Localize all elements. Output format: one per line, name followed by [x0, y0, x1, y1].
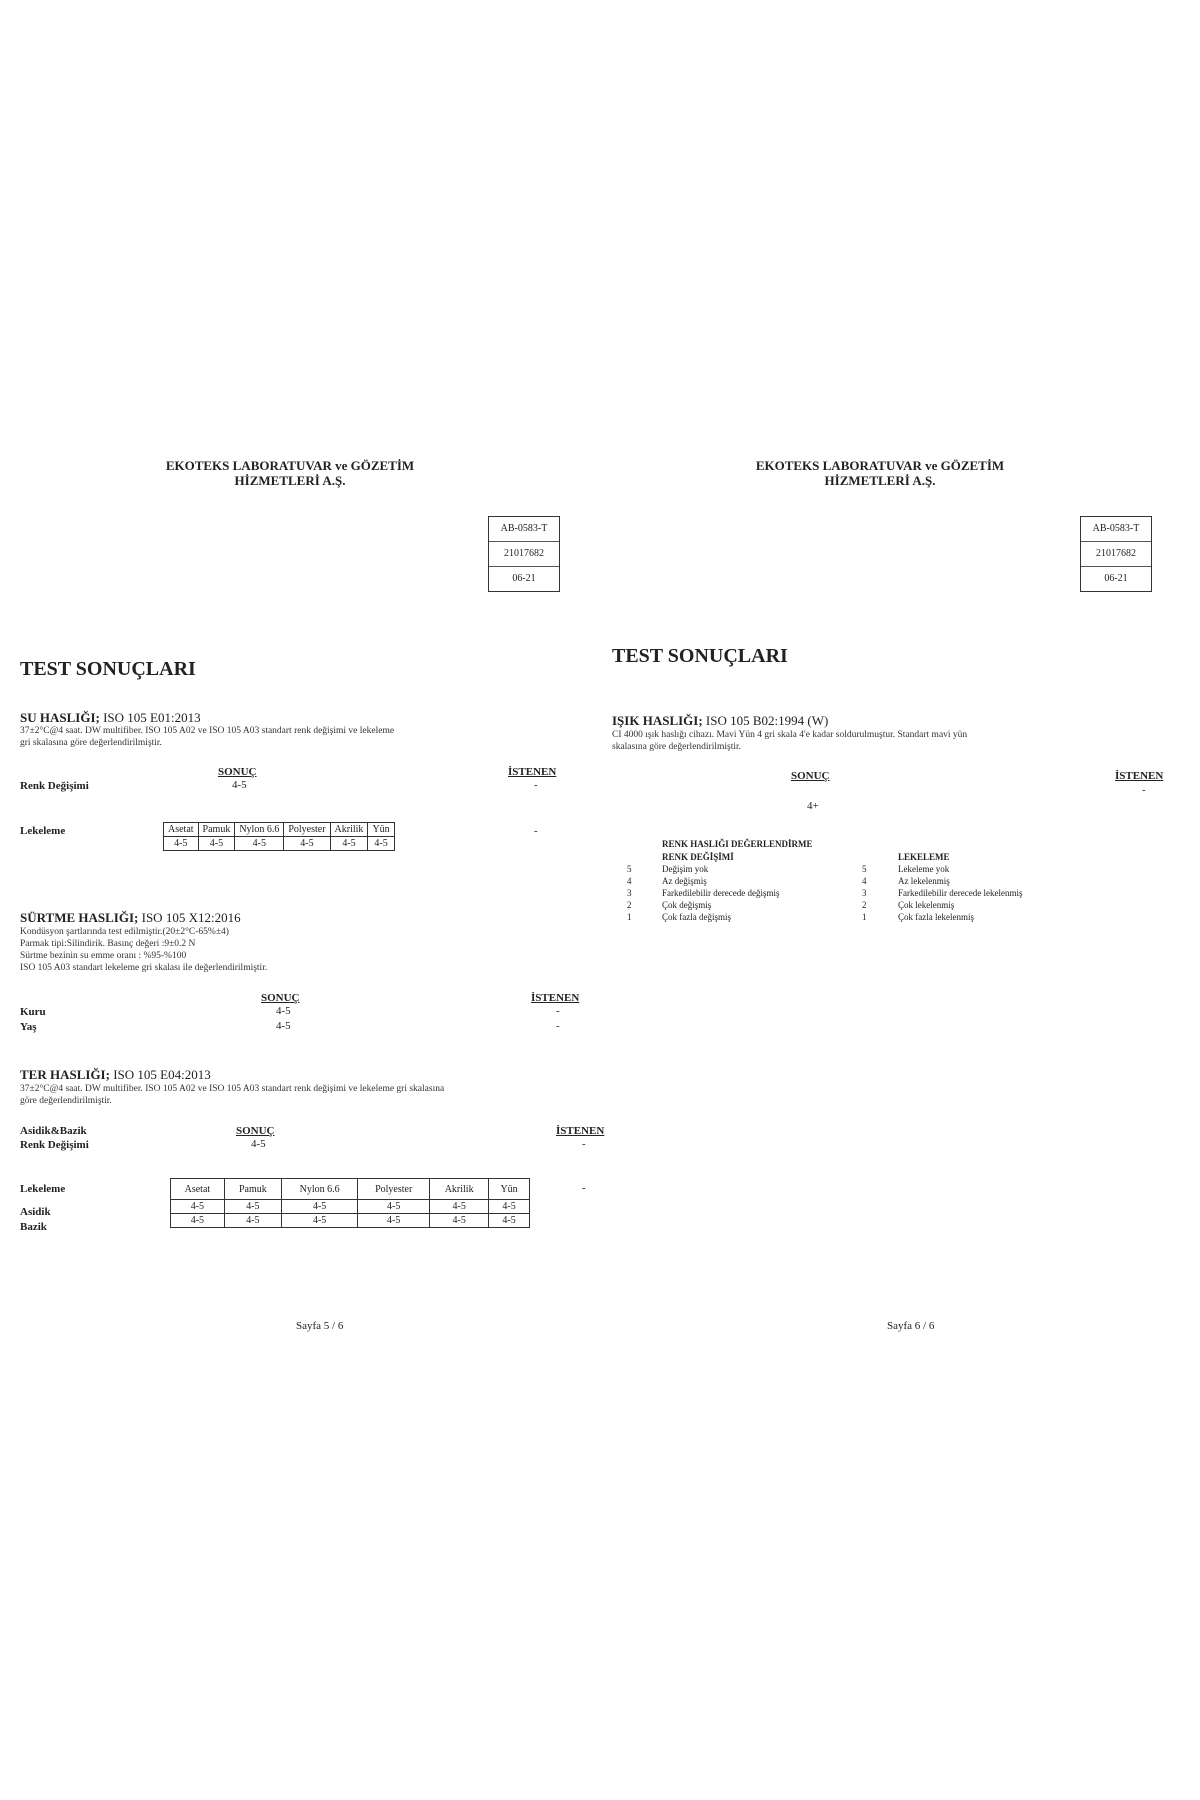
company-name-line2: HİZMETLERİ A.Ş.: [234, 473, 346, 488]
asidik-bazik-label: Asidik&Bazik: [20, 1125, 87, 1137]
list-item: [627, 875, 847, 887]
report-number: 21017682: [489, 542, 559, 567]
report-date: 06-21: [512, 573, 536, 584]
su-renk-degisimi-label: Renk Değişimi: [20, 780, 89, 792]
bazik-value: 4-5: [282, 1214, 358, 1228]
isik-title-standard: ISO 105 B02:1994 (W): [705, 713, 829, 728]
su-title-bold: SU HASLIĞI;: [20, 710, 100, 725]
surtme-desc-line: Parmak tipi:Silindirik. Basınç değeri :9±0.2 N: [20, 939, 196, 949]
table-row: [164, 823, 395, 837]
scale-text: Az lekelenmiş: [898, 876, 950, 886]
ter-section-title: [20, 1067, 211, 1083]
table-row: [171, 1214, 530, 1228]
fiber-header: Nylon 6.6: [235, 823, 284, 837]
su-lekeleme-istenen: -: [534, 825, 538, 837]
asidik-value: 4-5: [358, 1200, 430, 1214]
surtme-description: [20, 926, 580, 974]
list-item: [862, 911, 1102, 923]
fiber-header: Asetat: [164, 823, 199, 837]
ter-desc-line2: göre değerlendirilmiştir.: [20, 1096, 112, 1106]
scale-number: 1: [862, 912, 867, 922]
asidik-value: 4-5: [430, 1200, 489, 1214]
bazik-value: 4-5: [224, 1214, 281, 1228]
kuru-sonuc: 4-5: [276, 1005, 291, 1017]
bazik-label: Bazik: [20, 1221, 47, 1233]
bazik-value: 4-5: [489, 1214, 530, 1228]
su-section-title: [20, 710, 201, 726]
bazik-value: 4-5: [171, 1214, 225, 1228]
page-title: TEST SONUÇLARI: [20, 658, 196, 680]
ter-renk-istenen: -: [582, 1138, 586, 1150]
lekeleme-heading: [898, 851, 950, 863]
scale-text: Farkedilebilir derecede lekelenmiş: [898, 888, 1023, 898]
su-title-standard: ISO 105 E01:2013: [103, 710, 201, 725]
list-item: [862, 887, 1102, 899]
isik-description: [612, 729, 1172, 753]
fiber-header: Polyester: [284, 823, 330, 837]
scale-number: 4: [862, 876, 867, 886]
scale-number: 3: [862, 888, 867, 898]
bazik-value: 4-5: [358, 1214, 430, 1228]
scale-text: Çok fazla lekelenmiş: [898, 912, 974, 922]
list-item: [862, 899, 1102, 911]
ter-lekeleme-istenen: -: [582, 1182, 586, 1194]
lekeleme-scale: [862, 863, 1102, 923]
su-staining-table: [163, 822, 395, 851]
list-item: [627, 899, 847, 911]
isik-sonuc: 4+: [807, 800, 819, 812]
scale-text: Lekeleme yok: [898, 864, 950, 874]
report-date: 06-21: [1104, 573, 1128, 584]
yas-label: Yaş: [20, 1021, 37, 1033]
surtme-desc-line: Kondüsyon şartlarında test edilmiştir.(20±2°C-65%±4): [20, 927, 229, 937]
kuru-label: Kuru: [20, 1006, 46, 1018]
isik-desc-line1: CI 4000 ışık haslığı cihazı. Mavi Yün 4 gri skala 4'e kadar soldurulmuştur. Standart mavi yün: [612, 730, 968, 740]
fiber-header: Polyester: [358, 1179, 430, 1200]
su-istenen-header: İSTENEN: [508, 766, 557, 778]
fiber-header: Akrilik: [330, 823, 368, 837]
ter-description: [20, 1083, 590, 1107]
ter-staining-table: [170, 1178, 530, 1228]
ter-renk-degisimi-label: Renk Değişimi: [20, 1139, 89, 1151]
su-desc-line2: gri skalasına göre değerlendirilmiştir.: [20, 738, 162, 748]
renk-degisimi-heading-text: RENK DEĞİŞİMİ: [662, 852, 734, 862]
su-renk-sonuc: 4-5: [232, 779, 247, 791]
lekeleme-heading-text: LEKELEME: [898, 852, 950, 862]
scale-number: 2: [627, 900, 632, 910]
company-name: [730, 458, 1030, 488]
rating-heading: RENK HASLIĞI DEĞERLENDİRME: [662, 839, 813, 849]
surtme-desc-line: ISO 105 A03 standart lekeleme gri skalası ile değerlendirilmiştir.: [20, 963, 268, 973]
asidik-value: 4-5: [282, 1200, 358, 1214]
list-item: [627, 863, 847, 875]
scale-number: 5: [627, 864, 632, 874]
company-name-line1: EKOTEKS LABORATUVAR ve GÖZETİM: [165, 458, 415, 473]
ter-istenen-header: İSTENEN: [556, 1125, 605, 1137]
stain-value: 4-5: [198, 837, 235, 851]
report-number: 21017682: [1081, 542, 1151, 567]
document-id-box: [488, 516, 560, 592]
su-lekeleme-label: Lekeleme: [20, 825, 66, 837]
page-number-5: Sayfa 5 / 6: [296, 1320, 344, 1332]
ter-sonuc-header: SONUÇ: [236, 1125, 275, 1137]
surtme-title-bold: SÜRTME HASLIĞI;: [20, 910, 139, 925]
scale-text: Az değişmiş: [662, 876, 707, 886]
surtme-section-title: [20, 910, 241, 926]
fiber-header: Yün: [368, 823, 394, 837]
scale-text: Değişim yok: [662, 864, 709, 874]
document-code: AB-0583-T: [489, 517, 559, 542]
renk-degisimi-scale: [627, 863, 847, 923]
asidik-label: Asidik: [20, 1206, 51, 1218]
asidik-value: 4-5: [171, 1200, 225, 1214]
su-description: [20, 725, 580, 749]
scale-number: 3: [627, 888, 632, 898]
surtme-title-standard: ISO 105 X12:2016: [141, 910, 241, 925]
isik-istenen-header: İSTENEN: [1115, 770, 1164, 782]
fiber-header: Nylon 6.6: [282, 1179, 358, 1200]
scale-number: 5: [862, 864, 867, 874]
su-desc-line1: 37±2°C@4 saat. DW multifiber. ISO 105 A02 ve ISO 105 A03 standart renk değişimi ve lekeleme: [20, 726, 395, 736]
fiber-header: Akrilik: [430, 1179, 489, 1200]
bazik-value: 4-5: [430, 1214, 489, 1228]
page-number-6: Sayfa 6 / 6: [887, 1320, 935, 1332]
stain-value: 4-5: [330, 837, 368, 851]
page-title: TEST SONUÇLARI: [612, 645, 788, 667]
isik-istenen: -: [1142, 784, 1146, 796]
surtme-sonuc-header: SONUÇ: [261, 992, 300, 1004]
scale-text: Çok lekelenmiş: [898, 900, 955, 910]
document-code: AB-0583-T: [1081, 517, 1151, 542]
isik-desc-line2: skalasına göre değerlendirilmiştir.: [612, 742, 742, 752]
company-name: [140, 458, 440, 488]
fiber-header: Pamuk: [198, 823, 235, 837]
scale-text: Çok değişmiş: [662, 900, 712, 910]
isik-title-bold: IŞIK HASLIĞI;: [612, 713, 703, 728]
scale-text: Farkedilebilir derecede değişmiş: [662, 888, 780, 898]
report-page-6: [600, 0, 1200, 1800]
yas-istenen: -: [556, 1020, 560, 1032]
su-renk-istenen: -: [534, 779, 538, 791]
fiber-header: Asetat: [171, 1179, 225, 1200]
scale-number: 4: [627, 876, 632, 886]
scale-number: 2: [862, 900, 867, 910]
fiber-header: Yün: [489, 1179, 530, 1200]
document-id-box: [1080, 516, 1152, 592]
stain-value: 4-5: [284, 837, 330, 851]
yas-sonuc: 4-5: [276, 1020, 291, 1032]
scale-text: Çok fazla değişmiş: [662, 912, 731, 922]
scale-number: 1: [627, 912, 632, 922]
asidik-value: 4-5: [489, 1200, 530, 1214]
ter-desc-line1: 37±2°C@4 saat. DW multifiber. ISO 105 A02 ve ISO 105 A03 standart renk değişimi ve lekeleme gri skalasına: [20, 1084, 445, 1094]
kuru-istenen: -: [556, 1005, 560, 1017]
ter-lekeleme-label: Lekeleme: [20, 1183, 66, 1195]
stain-value: 4-5: [368, 837, 394, 851]
stain-value: 4-5: [164, 837, 199, 851]
fiber-header: Pamuk: [224, 1179, 281, 1200]
company-name-line1: EKOTEKS LABORATUVAR ve GÖZETİM: [755, 458, 1005, 473]
surtme-istenen-header: İSTENEN: [531, 992, 580, 1004]
table-row: [171, 1200, 530, 1214]
renk-degisimi-heading: [662, 851, 734, 863]
stain-value: 4-5: [235, 837, 284, 851]
list-item: [627, 887, 847, 899]
ter-title-bold: TER HASLIĞI;: [20, 1067, 110, 1082]
list-item: [627, 911, 847, 923]
su-sonuc-header: SONUÇ: [218, 766, 257, 778]
table-row: [164, 837, 395, 851]
isik-section-title: [612, 713, 828, 729]
company-name-line2: HİZMETLERİ A.Ş.: [824, 473, 936, 488]
rating-legend: [662, 838, 813, 850]
list-item: [862, 875, 1102, 887]
surtme-desc-line: Sürtme bezinin su emme oranı : %95-%100: [20, 951, 187, 961]
ter-renk-sonuc: 4-5: [251, 1138, 266, 1150]
table-row: [171, 1179, 530, 1200]
list-item: [862, 863, 1102, 875]
asidik-value: 4-5: [224, 1200, 281, 1214]
isik-sonuc-header: SONUÇ: [791, 770, 830, 782]
ter-title-standard: ISO 105 E04:2013: [113, 1067, 211, 1082]
